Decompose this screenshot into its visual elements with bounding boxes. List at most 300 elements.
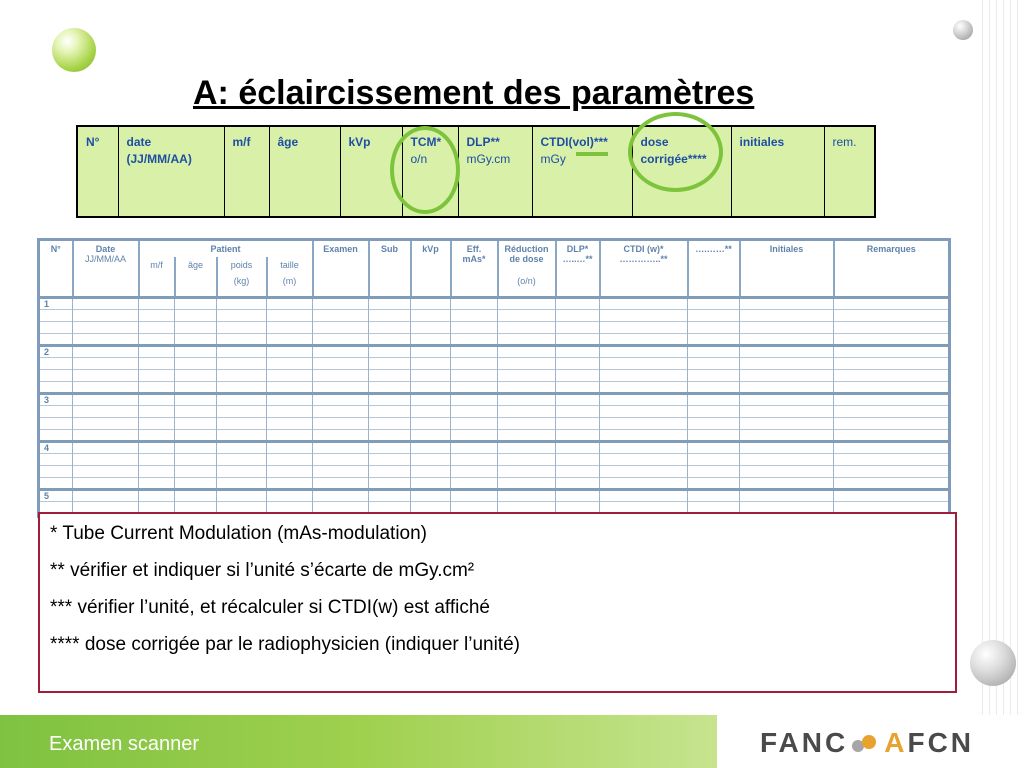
form-cell (217, 381, 267, 393)
form-cell (600, 321, 688, 333)
col-dlp: DLP* …..…** (556, 240, 600, 298)
form-cell (740, 393, 834, 405)
form-cell (740, 333, 834, 345)
form-cell (267, 357, 313, 369)
form-cell (217, 441, 267, 453)
fanc-afcn-logo: FANC A FCN (760, 727, 975, 758)
parameter-header-table (76, 125, 876, 218)
form-cell (600, 417, 688, 429)
form-cell (175, 297, 217, 309)
form-cell (411, 429, 451, 441)
form-cell (369, 405, 411, 417)
form-cell (498, 441, 556, 453)
form-cell (267, 393, 313, 405)
form-cell (556, 477, 600, 489)
form-row-number: 2 (39, 345, 73, 357)
form-cell (139, 477, 175, 489)
col-examen: Examen (313, 240, 369, 298)
form-cell (139, 357, 175, 369)
form-cell (267, 321, 313, 333)
form-cell (217, 465, 267, 477)
form-cell (267, 441, 313, 453)
form-cell (451, 297, 498, 309)
form-cell (498, 297, 556, 309)
form-row-number: 3 (39, 393, 73, 405)
form-row (39, 453, 950, 465)
form-cell (369, 381, 411, 393)
form-cell (313, 489, 369, 501)
form-row (39, 381, 950, 393)
form-cell (451, 465, 498, 477)
form-row (39, 345, 950, 357)
form-body (39, 297, 950, 518)
form-cell (313, 345, 369, 357)
form-cell (834, 441, 950, 453)
footnote-dose: **** dose corrigée par le radiophysicien (indiquer l’unité) (50, 634, 520, 655)
form-cell (556, 369, 600, 381)
form-cell (834, 381, 950, 393)
form-cell (217, 321, 267, 333)
form-cell (175, 429, 217, 441)
form-cell (688, 393, 740, 405)
form-cell (73, 441, 139, 453)
form-cell (411, 441, 451, 453)
form-cell (740, 441, 834, 453)
form-cell (267, 381, 313, 393)
header-cell-remarks: rem. (824, 126, 875, 217)
form-cell (313, 393, 369, 405)
form-cell (556, 345, 600, 357)
form-cell (313, 453, 369, 465)
form-cell (740, 369, 834, 381)
form-cell (451, 405, 498, 417)
form-cell (411, 417, 451, 429)
form-cell (73, 333, 139, 345)
form-row-number (39, 405, 73, 417)
form-row-number (39, 381, 73, 393)
form-cell (73, 405, 139, 417)
header-cell-age: âge (269, 126, 340, 217)
form-cell (556, 429, 600, 441)
grey-sphere-small-decoration (953, 20, 973, 40)
form-row (39, 405, 950, 417)
form-cell (740, 321, 834, 333)
form-cell (556, 333, 600, 345)
form-cell (139, 453, 175, 465)
form-cell (411, 321, 451, 333)
form-cell (313, 297, 369, 309)
form-cell (498, 453, 556, 465)
decorative-lines (976, 0, 1024, 715)
form-cell (688, 333, 740, 345)
form-cell (834, 321, 950, 333)
form-cell (740, 489, 834, 501)
form-row (39, 477, 950, 489)
form-cell (556, 405, 600, 417)
form-cell (498, 333, 556, 345)
footnote-ctdi: *** vérifier l’unité, et récalculer si CTDI(w) est affiché (50, 597, 490, 618)
form-cell (600, 381, 688, 393)
form-cell (556, 381, 600, 393)
form-cell (139, 333, 175, 345)
col-reduction-unit: (o/n) (498, 273, 556, 297)
form-cell (267, 453, 313, 465)
col-age: âge (175, 257, 217, 297)
form-cell (688, 489, 740, 501)
form-cell (217, 333, 267, 345)
form-cell (600, 465, 688, 477)
form-cell (267, 309, 313, 321)
form-cell (600, 429, 688, 441)
form-cell (451, 357, 498, 369)
form-cell (217, 429, 267, 441)
form-cell (217, 357, 267, 369)
form-cell (451, 381, 498, 393)
form-cell (217, 345, 267, 357)
form-cell (267, 369, 313, 381)
form-cell (740, 405, 834, 417)
form-cell (175, 369, 217, 381)
form-cell (451, 417, 498, 429)
form-cell (369, 417, 411, 429)
form-cell (411, 309, 451, 321)
header-cell-no: N° (77, 126, 118, 217)
form-row (39, 465, 950, 477)
form-cell (451, 321, 498, 333)
form-cell (740, 429, 834, 441)
form-cell (834, 297, 950, 309)
col-date: Date JJ/MM/AA (73, 240, 139, 274)
form-cell (175, 333, 217, 345)
form-cell (600, 393, 688, 405)
form-cell (498, 381, 556, 393)
form-cell (73, 489, 139, 501)
form-cell (740, 309, 834, 321)
ctdi-highlight-dash (576, 152, 608, 156)
form-cell (451, 477, 498, 489)
form-cell (139, 369, 175, 381)
footnote-tcm: * Tube Current Modulation (mAs-modulation) (50, 523, 428, 544)
form-cell (369, 297, 411, 309)
green-sphere-decoration (52, 28, 96, 72)
form-cell (834, 477, 950, 489)
form-cell (73, 393, 139, 405)
col-no: N° (39, 240, 73, 298)
form-cell (267, 477, 313, 489)
form-cell (73, 381, 139, 393)
form-cell (73, 297, 139, 309)
form-cell (740, 477, 834, 489)
form-cell (411, 405, 451, 417)
form-cell (740, 345, 834, 357)
col-blank: ….……** (688, 240, 740, 298)
col-date-spacer (73, 273, 139, 297)
form-cell (139, 417, 175, 429)
col-reduction: Réduction de dose (498, 240, 556, 274)
col-initiales: Initiales (740, 240, 834, 298)
form-cell (600, 441, 688, 453)
form-cell (411, 489, 451, 501)
grey-sphere-large-decoration (970, 640, 1016, 686)
form-cell (411, 357, 451, 369)
form-cell (139, 429, 175, 441)
form-cell (313, 441, 369, 453)
form-cell (411, 381, 451, 393)
form-cell (411, 345, 451, 357)
form-cell (267, 465, 313, 477)
form-cell (556, 321, 600, 333)
form-cell (175, 357, 217, 369)
form-cell (267, 429, 313, 441)
form-cell (556, 417, 600, 429)
form-cell (313, 381, 369, 393)
form-cell (313, 429, 369, 441)
form-cell (139, 405, 175, 417)
form-row-number (39, 429, 73, 441)
form-cell (688, 381, 740, 393)
form-cell (411, 477, 451, 489)
header-cell-ctdi: CTDI(vol)*** mGy (532, 126, 632, 217)
form-cell (217, 309, 267, 321)
col-ctdi: CTDI (w)* …………..** (600, 240, 688, 298)
form-cell (498, 429, 556, 441)
form-cell (411, 369, 451, 381)
form-cell (740, 465, 834, 477)
form-cell (498, 417, 556, 429)
col-taille-unit: (m) (267, 273, 313, 297)
form-cell (556, 453, 600, 465)
form-cell (834, 405, 950, 417)
form-row-number (39, 453, 73, 465)
form-row (39, 489, 950, 501)
form-cell (369, 465, 411, 477)
form-row-number (39, 357, 73, 369)
form-cell (600, 297, 688, 309)
form-cell (740, 381, 834, 393)
form-cell (498, 393, 556, 405)
form-cell (139, 381, 175, 393)
form-cell (600, 345, 688, 357)
form-row (39, 321, 950, 333)
form-cell (451, 369, 498, 381)
col-eff: Eff. mAs* (451, 240, 498, 298)
form-cell (740, 453, 834, 465)
header-cell-sex: m/f (224, 126, 269, 217)
form-cell (73, 309, 139, 321)
form-row (39, 297, 950, 309)
form-cell (217, 453, 267, 465)
form-row (39, 309, 950, 321)
col-sub: Sub (369, 240, 411, 298)
form-cell (688, 321, 740, 333)
form-cell (411, 297, 451, 309)
form-cell (313, 477, 369, 489)
footnotes-box (38, 512, 957, 693)
form-row (39, 417, 950, 429)
form-cell (498, 357, 556, 369)
form-cell (556, 297, 600, 309)
form-cell (217, 489, 267, 501)
form-cell (834, 453, 950, 465)
col-kvp: kVp (411, 240, 451, 298)
form-cell (556, 357, 600, 369)
form-cell (217, 417, 267, 429)
form-cell (556, 393, 600, 405)
form-cell (556, 441, 600, 453)
form-cell (73, 417, 139, 429)
form-cell (139, 309, 175, 321)
form-cell (411, 333, 451, 345)
form-cell (139, 465, 175, 477)
form-cell (600, 357, 688, 369)
slide-title: A: éclaircissement des paramètres (193, 74, 755, 112)
form-cell (175, 441, 217, 453)
form-row-number: 1 (39, 297, 73, 309)
form-cell (688, 297, 740, 309)
form-cell (73, 357, 139, 369)
form-cell (498, 465, 556, 477)
form-cell (451, 333, 498, 345)
form-cell (834, 393, 950, 405)
col-patient: Patient (139, 240, 313, 258)
form-row (39, 333, 950, 345)
form-cell (175, 465, 217, 477)
form-cell (175, 405, 217, 417)
form-row-number (39, 333, 73, 345)
form-cell (740, 297, 834, 309)
form-cell (369, 393, 411, 405)
form-cell (688, 417, 740, 429)
form-cell (369, 489, 411, 501)
form-cell (175, 453, 217, 465)
form-row (39, 393, 950, 405)
form-cell (411, 453, 451, 465)
form-cell (688, 477, 740, 489)
form-cell (556, 489, 600, 501)
form-cell (73, 453, 139, 465)
form-cell (313, 465, 369, 477)
form-cell (600, 333, 688, 345)
form-row (39, 357, 950, 369)
form-cell (217, 405, 267, 417)
form-cell (688, 345, 740, 357)
form-cell (369, 429, 411, 441)
header-cell-dlp: DLP** mGy.cm (458, 126, 532, 217)
form-cell (369, 441, 411, 453)
tcm-highlight-circle (390, 126, 460, 214)
logo-mark-icon (852, 732, 880, 754)
form-cell (175, 381, 217, 393)
form-cell (267, 345, 313, 357)
registration-form-table (37, 238, 951, 518)
form-cell (600, 453, 688, 465)
form-cell (556, 309, 600, 321)
form-cell (556, 465, 600, 477)
form-cell (688, 441, 740, 453)
form-cell (498, 405, 556, 417)
form-cell (498, 309, 556, 321)
header-cell-date: date (JJ/MM/AA) (118, 126, 224, 217)
form-cell (175, 489, 217, 501)
form-row-number (39, 369, 73, 381)
footer-bar (0, 715, 1024, 768)
form-cell (73, 429, 139, 441)
form-cell (498, 369, 556, 381)
form-cell (139, 297, 175, 309)
form-cell (73, 477, 139, 489)
form-cell (369, 309, 411, 321)
form-cell (369, 369, 411, 381)
form-cell (688, 357, 740, 369)
registration-form-image (37, 238, 951, 518)
form-cell (267, 297, 313, 309)
form-cell (600, 489, 688, 501)
form-cell (175, 393, 217, 405)
form-cell (175, 417, 217, 429)
footnote-dlp: ** vérifier et indiquer si l’unité s’écarte de mGy.cm² (50, 560, 475, 581)
form-row (39, 369, 950, 381)
form-cell (313, 405, 369, 417)
form-row-number (39, 465, 73, 477)
form-cell (600, 477, 688, 489)
footer-label: Examen scanner (49, 733, 200, 755)
form-cell (267, 405, 313, 417)
form-cell (369, 345, 411, 357)
form-cell (313, 321, 369, 333)
form-cell (313, 417, 369, 429)
form-cell (313, 357, 369, 369)
form-cell (139, 393, 175, 405)
form-cell (369, 453, 411, 465)
form-cell (175, 321, 217, 333)
form-cell (740, 417, 834, 429)
form-row (39, 441, 950, 453)
form-cell (834, 465, 950, 477)
dose-highlight-circle (628, 112, 723, 192)
form-cell (73, 369, 139, 381)
form-cell (834, 369, 950, 381)
form-cell (498, 489, 556, 501)
form-cell (451, 309, 498, 321)
form-cell (175, 345, 217, 357)
header-cell-kvp: kVp (340, 126, 402, 217)
form-cell (688, 429, 740, 441)
form-cell (369, 477, 411, 489)
col-remarques: Remarques (834, 240, 950, 298)
form-cell (834, 309, 950, 321)
form-cell (217, 477, 267, 489)
form-cell (688, 369, 740, 381)
form-cell (451, 429, 498, 441)
form-cell (139, 489, 175, 501)
form-cell (688, 465, 740, 477)
form-cell (498, 477, 556, 489)
form-cell (411, 465, 451, 477)
form-cell (369, 333, 411, 345)
form-cell (451, 441, 498, 453)
form-cell (267, 489, 313, 501)
form-cell (834, 333, 950, 345)
form-row-number: 5 (39, 489, 73, 501)
header-cell-tcm: TCM* o/n (402, 126, 458, 217)
form-cell (313, 309, 369, 321)
form-cell (313, 333, 369, 345)
form-cell (740, 357, 834, 369)
header-cell-dose: dose corrigée**** (632, 126, 731, 217)
form-cell (175, 477, 217, 489)
form-cell (688, 453, 740, 465)
form-cell (73, 465, 139, 477)
